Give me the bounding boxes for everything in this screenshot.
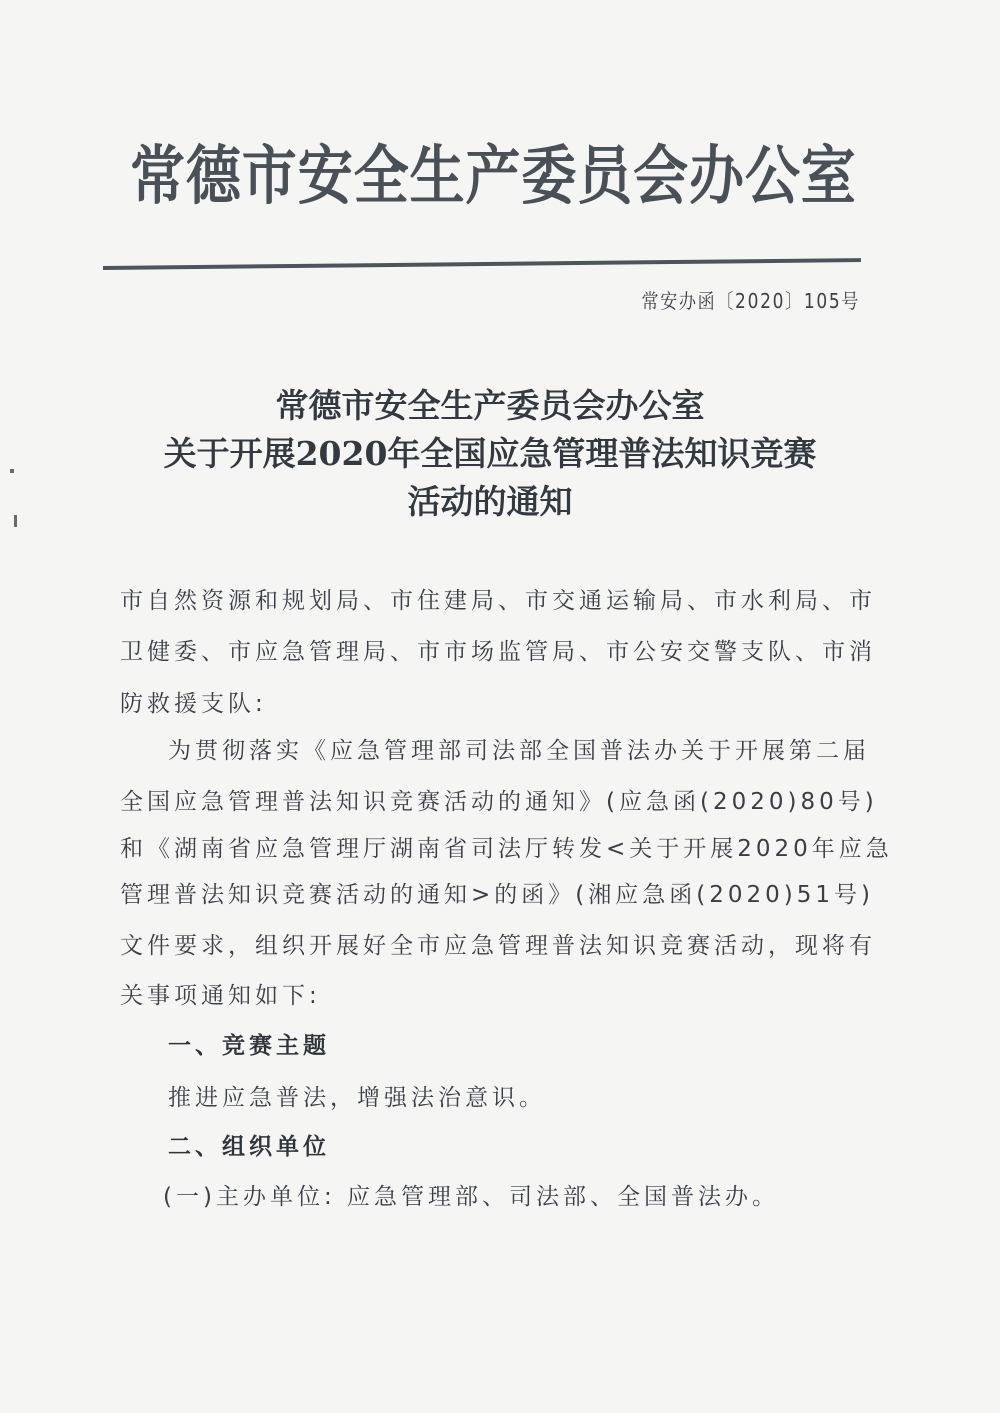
letterhead-divider — [103, 258, 861, 270]
letterhead-org-name: 常德市安全生产委员会办公室 — [130, 140, 857, 214]
document-title-line-1: 常德市安全生产委员会办公室 — [275, 386, 705, 425]
section-content-theme: 推进应急普法，增强法治意识。 — [168, 1085, 546, 1111]
section-heading-organizers: 二、组织单位 — [168, 1134, 330, 1160]
recipients-line: 市自然资源和规划局、市住建局、市交通运输局、市水利局、市 — [120, 588, 876, 614]
intro-line: 为贯彻落实《应急管理部司法部全国普法办关于开展第二届 — [168, 738, 870, 764]
section-heading-theme: 一、竞赛主题 — [168, 1033, 330, 1059]
intro-line: 管理普法知识竞赛活动的通知>的函》(湘应急函(2020)51号) — [120, 882, 874, 908]
intro-line: 关事项通知如下: — [120, 983, 321, 1009]
recipients-line: 卫健委、市应急管理局、市市场监管局、市公安交警支队、市消 — [120, 639, 876, 665]
scan-mark — [14, 515, 17, 527]
intro-line: 全国应急管理普法知识竞赛活动的通知》(应急函(2020)80号) — [120, 789, 878, 815]
intro-line: 和《湖南省应急管理厅湖南省司法厅转发<关于开展2020年应急 — [120, 836, 893, 862]
section-content-organizers: (一)主办单位: 应急管理部、司法部、全国普法办。 — [163, 1184, 780, 1210]
document-title-line-2: 关于开展2020年全国应急管理普法知识竞赛 — [163, 434, 817, 473]
recipients-line: 防救援支队: — [120, 691, 267, 717]
document-title-line-3: 活动的通知 — [407, 482, 573, 521]
scan-mark — [10, 469, 14, 473]
intro-line: 文件要求，组织开展好全市应急管理普法知识竞赛活动，现将有 — [120, 933, 876, 959]
document-number: 常安办函〔2020〕105号 — [641, 289, 860, 313]
